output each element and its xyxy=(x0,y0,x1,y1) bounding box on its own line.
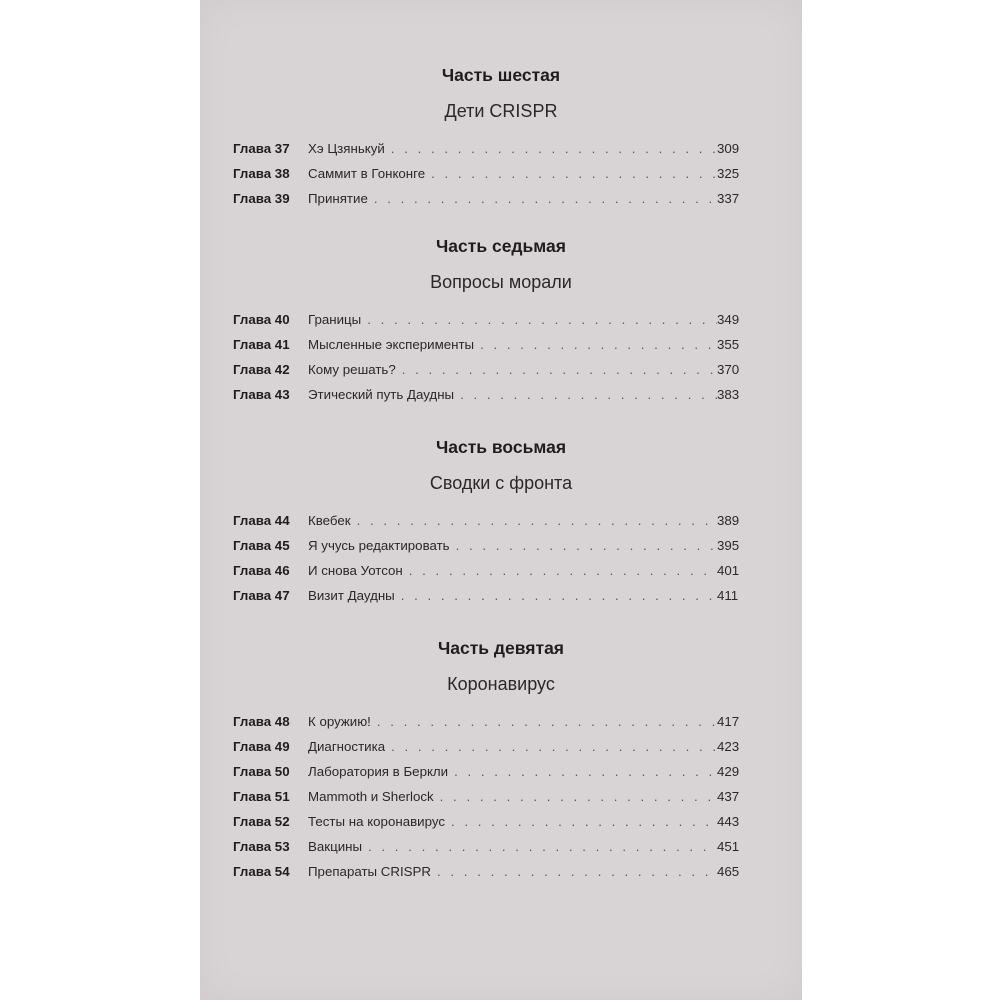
chapter-number: Глава 49 xyxy=(233,739,290,754)
page-number: 451 xyxy=(717,839,740,854)
page-number: 309 xyxy=(717,141,740,156)
page-number: 337 xyxy=(717,191,740,206)
chapter-list xyxy=(200,312,802,412)
chapter-title: Вакцины xyxy=(308,839,363,854)
chapter-title: И снова Уотсон xyxy=(308,563,403,578)
chapter-title: Диагностика xyxy=(308,739,386,754)
dot-leader xyxy=(437,864,717,879)
chapter-title: Препараты CRISPR xyxy=(308,864,432,879)
page-number: 325 xyxy=(717,166,740,181)
chapter-title: Саммит в Гонконге xyxy=(308,166,426,181)
part-section xyxy=(200,436,802,613)
chapter-number: Глава 51 xyxy=(233,789,290,804)
dot-leader xyxy=(391,141,717,156)
toc-entry[interactable] xyxy=(200,588,802,613)
page-number: 395 xyxy=(717,538,740,553)
dot-leader xyxy=(368,839,717,854)
dot-leader xyxy=(374,191,717,206)
dot-leader xyxy=(409,563,717,578)
chapter-title: Тесты на коронавирус xyxy=(308,814,445,829)
chapter-list xyxy=(200,513,802,613)
part-heading: Часть шестая xyxy=(441,65,561,85)
toc-entry[interactable] xyxy=(200,538,802,563)
page-number: 389 xyxy=(717,513,740,528)
dot-leader xyxy=(451,814,717,829)
chapter-title: Этический путь Даудны xyxy=(308,387,455,402)
dot-leader xyxy=(377,714,717,729)
page-number: 423 xyxy=(717,739,740,754)
part-heading: Часть восьмая xyxy=(435,437,567,457)
toc-entry[interactable] xyxy=(200,864,802,889)
chapter-title: Лаборатория в Беркли xyxy=(308,764,449,779)
dot-leader xyxy=(367,312,717,327)
toc-entry[interactable] xyxy=(200,513,802,538)
chapter-title: Mammoth и Sherlock xyxy=(308,789,434,804)
dot-leader xyxy=(391,739,717,754)
chapter-title: Я учусь редактировать xyxy=(308,538,450,553)
chapter-title: Границы xyxy=(308,312,362,327)
dot-leader xyxy=(440,789,717,804)
page-number: 443 xyxy=(717,814,740,829)
chapter-title: Визит Даудны xyxy=(308,588,395,603)
part-subtitle: Вопросы морали xyxy=(430,272,572,292)
dot-leader xyxy=(454,764,717,779)
chapter-number: Глава 40 xyxy=(233,312,290,327)
chapter-number: Глава 44 xyxy=(233,513,290,528)
chapter-title: К оружию! xyxy=(308,714,371,729)
page-number: 417 xyxy=(717,714,740,729)
part-subtitle: Дети CRISPR xyxy=(444,101,558,121)
page-number: 383 xyxy=(717,387,740,402)
toc-entry[interactable] xyxy=(200,839,802,864)
page-number: 370 xyxy=(717,362,740,377)
dot-leader xyxy=(402,362,717,377)
toc-entry[interactable] xyxy=(200,714,802,739)
chapter-number: Глава 50 xyxy=(233,764,290,779)
toc-entry[interactable] xyxy=(200,312,802,337)
page-number: 401 xyxy=(717,563,740,578)
chapter-number: Глава 54 xyxy=(233,864,290,879)
toc-entry[interactable] xyxy=(200,764,802,789)
page-number: 437 xyxy=(717,789,740,804)
page-number: 355 xyxy=(717,337,740,352)
toc-entry[interactable] xyxy=(200,191,802,216)
dot-leader xyxy=(431,166,717,181)
chapter-number: Глава 48 xyxy=(233,714,290,729)
part-subtitle: Коронавирус xyxy=(447,674,555,694)
chapter-list xyxy=(200,714,802,889)
chapter-number: Глава 47 xyxy=(233,588,290,603)
page-number: 465 xyxy=(717,864,740,879)
part-heading: Часть девятая xyxy=(437,638,565,658)
toc-entry[interactable] xyxy=(200,141,802,166)
chapter-title: Мысленные эксперименты xyxy=(308,337,475,352)
dot-leader xyxy=(480,337,717,352)
chapter-title: Хэ Цзянькуй xyxy=(308,141,385,156)
chapter-number: Глава 41 xyxy=(233,337,290,352)
dot-leader xyxy=(401,588,717,603)
page-number: 411 xyxy=(717,588,739,603)
toc-entry[interactable] xyxy=(200,739,802,764)
part-section xyxy=(200,64,802,216)
part-section xyxy=(200,235,802,412)
dot-leader xyxy=(460,387,717,402)
dot-leader xyxy=(357,513,717,528)
part-section xyxy=(200,637,802,889)
part-heading: Часть седьмая xyxy=(436,236,566,256)
part-subtitle: Сводки с фронта xyxy=(429,473,573,493)
chapter-number: Глава 39 xyxy=(233,191,290,206)
chapter-number: Глава 52 xyxy=(233,814,290,829)
chapter-number: Глава 42 xyxy=(233,362,290,377)
chapter-list xyxy=(200,141,802,216)
chapter-number: Глава 45 xyxy=(233,538,290,553)
dot-leader xyxy=(456,538,717,553)
toc-entry[interactable] xyxy=(200,166,802,191)
page-number: 429 xyxy=(717,764,740,779)
chapter-number: Глава 43 xyxy=(233,387,290,402)
chapter-title: Квебек xyxy=(308,513,351,528)
chapter-title: Кому решать? xyxy=(308,362,396,377)
toc-entry[interactable] xyxy=(200,362,802,387)
toc-entry[interactable] xyxy=(200,387,802,412)
page-number: 349 xyxy=(717,312,740,327)
toc-entry[interactable] xyxy=(200,814,802,839)
toc-entry[interactable] xyxy=(200,789,802,814)
chapter-title: Принятие xyxy=(308,191,368,206)
toc-entry[interactable] xyxy=(200,337,802,362)
book-page xyxy=(200,0,802,1000)
toc-entry[interactable] xyxy=(200,563,802,588)
chapter-number: Глава 53 xyxy=(233,839,290,854)
chapter-number: Глава 37 xyxy=(233,141,290,156)
chapter-number: Глава 46 xyxy=(233,563,290,578)
chapter-number: Глава 38 xyxy=(233,166,290,181)
